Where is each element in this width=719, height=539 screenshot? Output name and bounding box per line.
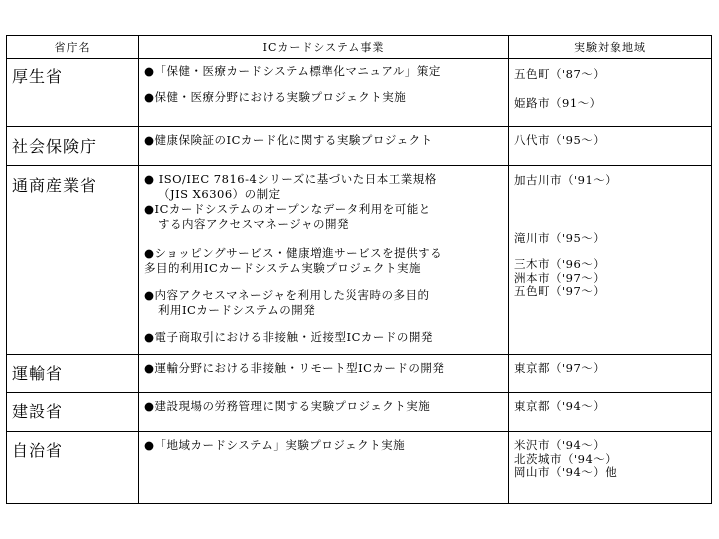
region-item: 五色町（'87～）	[514, 67, 606, 81]
region-item: 加古川市（'91～）	[514, 173, 618, 187]
ministry-name: 運輸省	[12, 364, 64, 383]
project-item: ● ISO/IEC 7816-4シリーズに基づいた日本工業規格	[144, 172, 437, 186]
project-cell	[139, 127, 509, 166]
project-cell	[139, 59, 509, 127]
region-item: 五色町（'97～）	[514, 284, 606, 298]
project-item: ●内容アクセスマネージャを利用した災害時の多目的	[144, 288, 430, 302]
region-item: 東京都（'97～）	[514, 361, 606, 375]
region-item: 岡山市（'94～）他	[514, 465, 618, 479]
region-item: 三木市（'96～）	[514, 257, 606, 271]
ministry-cell	[7, 393, 139, 432]
ministry-cell	[7, 432, 139, 504]
region-cell	[509, 59, 712, 127]
project-item: 利用ICカードシステムの開発	[158, 303, 316, 317]
region-item: 東京都（'94～）	[514, 399, 606, 413]
header-project: ICカードシステム事業	[139, 36, 509, 59]
project-item: ●運輸分野における非接触・リモート型ICカードの開発	[144, 361, 445, 375]
region-item: 滝川市（'95～）	[514, 230, 606, 245]
region-item: 米沢市（'94～）	[514, 438, 606, 452]
region-cell	[509, 393, 712, 432]
ministry-name: 厚生省	[12, 67, 64, 86]
ministry-cell	[7, 59, 139, 127]
project-item: ●建設現場の労務管理に関する実験プロジェクト実施	[144, 399, 431, 413]
ministry-cell	[7, 355, 139, 393]
region-item: 姫路市（91～）	[514, 95, 602, 110]
table-row	[7, 127, 712, 166]
ministry-cell	[7, 166, 139, 355]
table-row	[7, 393, 712, 432]
project-item: （JIS X6306）の制定	[158, 187, 281, 201]
project-item: ●ショッピングサービス・健康増進サービスを提供する	[144, 246, 443, 260]
table-row	[7, 166, 712, 355]
ic-card-table	[6, 35, 712, 504]
project-item: ●「地域カードシステム」実験プロジェクト実施	[144, 438, 406, 452]
region-cell	[509, 355, 712, 393]
header-ministry: 省庁名	[7, 36, 139, 59]
project-cell	[139, 355, 509, 393]
project-item: 多目的利用ICカードシステム実験プロジェクト実施	[144, 261, 421, 275]
project-item: ●ICカードシステムのオープンなデータ利用を可能と	[144, 202, 431, 216]
table-row	[7, 59, 712, 127]
project-cell	[139, 432, 509, 504]
project-item: ●健康保険証のICカード化に関する実験プロジェクト	[144, 133, 433, 147]
ministry-name: 建設省	[12, 402, 64, 421]
header-region: 実験対象地域	[509, 36, 712, 59]
ministry-cell	[7, 127, 139, 166]
project-item: ●電子商取引における非接触・近接型ICカードの開発	[144, 330, 433, 344]
region-item: 北茨城市（'94～）	[514, 451, 618, 466]
region-item: 洲本市（'97～）	[514, 270, 606, 285]
ministry-name: 自治省	[12, 441, 64, 460]
project-item: ●保健・医療分野における実験プロジェクト実施	[144, 90, 407, 104]
table-row	[7, 355, 712, 393]
region-cell	[509, 166, 712, 355]
header-row	[7, 36, 712, 59]
project-item: ●「保健・医療カードシステム標準化マニュアル」策定	[144, 64, 441, 78]
ministry-name: 社会保険庁	[12, 137, 98, 156]
ministry-name: 通商産業省	[12, 176, 98, 195]
region-item: 八代市（'95～）	[514, 133, 606, 147]
region-cell	[509, 432, 712, 504]
project-cell	[139, 166, 509, 355]
region-cell	[509, 127, 712, 166]
table-row	[7, 432, 712, 504]
project-cell	[139, 393, 509, 432]
project-item: する内容アクセスマネージャの開発	[158, 217, 349, 231]
